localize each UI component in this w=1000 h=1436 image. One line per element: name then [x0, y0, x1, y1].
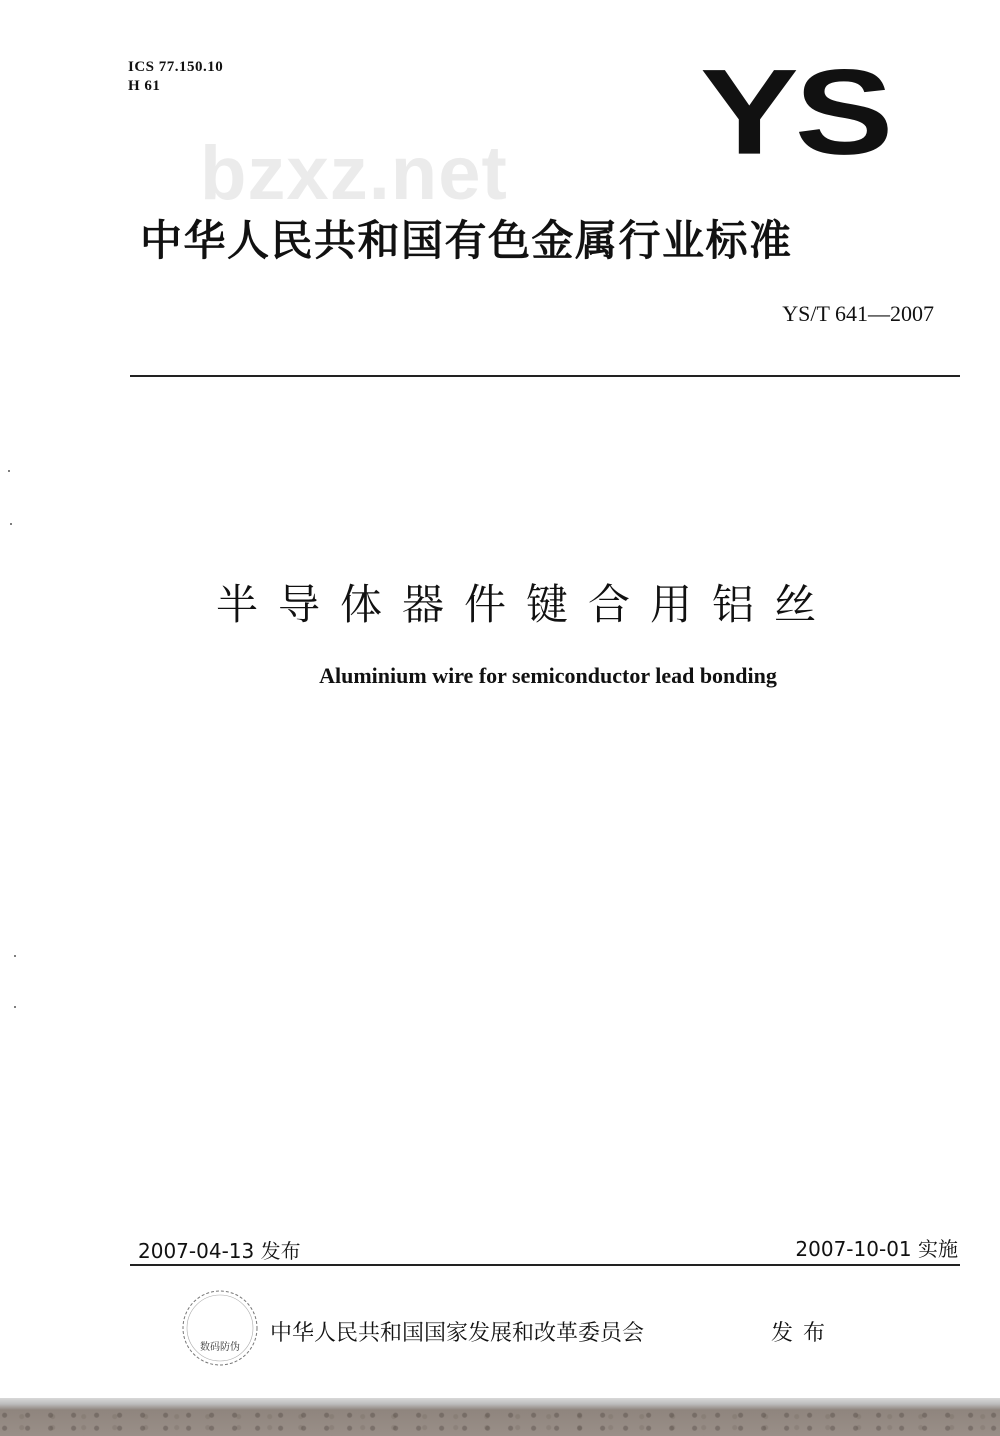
anti-counterfeit-stamp-icon: [180, 1288, 260, 1368]
scan-speck: [10, 523, 12, 525]
document-title-chinese: 半导体器件键合用铝丝: [215, 580, 836, 629]
issue-label: 发布: [771, 1321, 836, 1346]
classification-codes: [128, 58, 223, 96]
stamp-label: 数码防伪: [200, 1342, 240, 1353]
ics-code: ICS 77.150.10: [128, 59, 224, 75]
publish-date: 2007-04-13 发布: [138, 1239, 301, 1263]
industry-standard-title: 中华人民共和国有色金属行业标准: [140, 216, 793, 265]
header-divider: [130, 375, 960, 377]
watermark: bzxz.net: [200, 131, 508, 216]
scan-edge-texture: [0, 1410, 1000, 1436]
ccs-code: H 61: [128, 78, 161, 94]
scan-speck: [8, 470, 10, 472]
document-title-english: Aluminium wire for semiconductor lead bonding: [319, 663, 777, 688]
implementation-date: 2007-10-01 实施: [795, 1237, 958, 1261]
footer-divider: [130, 1264, 960, 1266]
standard-number: YS/T 641—2007: [782, 301, 934, 326]
ys-logo: YS: [700, 44, 890, 180]
scan-speck: [14, 1006, 16, 1008]
scan-speck: [14, 955, 16, 957]
issuing-authority: 中华人民共和国国家发展和改革委员会: [270, 1321, 645, 1346]
